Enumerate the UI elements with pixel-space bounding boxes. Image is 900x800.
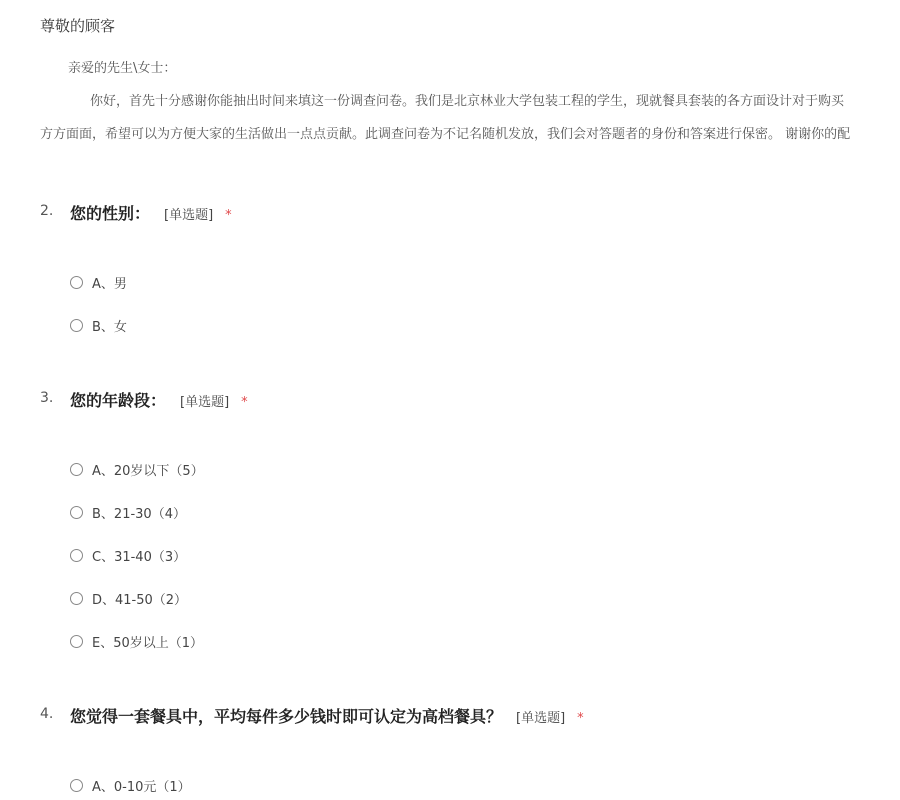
option-price-a[interactable] bbox=[70, 775, 191, 795]
question-type-label: [单选题] bbox=[516, 711, 566, 726]
option-age-b[interactable] bbox=[70, 502, 186, 522]
option-gender-female[interactable] bbox=[70, 315, 127, 335]
question-number: 4. bbox=[40, 706, 54, 722]
question-type-label: [单选题] bbox=[180, 395, 230, 410]
question-title-text: 您的性别： bbox=[70, 204, 151, 223]
option-gender-male[interactable] bbox=[70, 272, 127, 292]
option-label: B、女 bbox=[92, 319, 127, 335]
radio-button[interactable] bbox=[70, 635, 83, 648]
question-title-text: 您的年龄段： bbox=[70, 391, 167, 410]
option-label: C、31-40（3） bbox=[92, 549, 187, 565]
option-age-c[interactable] bbox=[70, 545, 186, 565]
option-label: A、20岁以下（5） bbox=[92, 463, 204, 479]
question-title bbox=[70, 388, 248, 411]
question-number: 2. bbox=[40, 203, 54, 219]
option-label: A、男 bbox=[92, 276, 127, 292]
intro-text-line-1: 你好，首先十分感谢你能抽出时间来填这一份调查问卷。我们是北京林业大学包装工程的学生，现就餐具套装的各方面设计对于购买 bbox=[90, 94, 845, 109]
intro-text-line-2: 方方面面，希望可以为方便大家的生活做出一点点贡献。此调查问卷为不记名随机发放，我们会对答题者的身份和答案进行保密。 谢谢你的配 bbox=[40, 127, 851, 142]
option-label: A、0-10元（1） bbox=[92, 779, 191, 795]
option-age-a[interactable] bbox=[70, 459, 204, 479]
question-type-label: [单选题] bbox=[164, 208, 214, 223]
option-age-d[interactable] bbox=[70, 588, 187, 608]
required-marker: * bbox=[241, 395, 248, 410]
radio-button[interactable] bbox=[70, 549, 83, 562]
radio-button[interactable] bbox=[70, 276, 83, 289]
question-title-text: 您觉得一套餐具中，平均每件多少钱时即可认定为高档餐具？ bbox=[70, 707, 503, 726]
salutation: 亲爱的先生\女士： bbox=[68, 61, 177, 76]
option-label: B、21-30（4） bbox=[92, 506, 186, 522]
option-label: D、41-50（2） bbox=[92, 592, 188, 608]
question-title bbox=[70, 704, 584, 727]
option-age-e[interactable] bbox=[70, 631, 203, 651]
greeting-title: 尊敬的顾客 bbox=[40, 17, 116, 35]
question-title bbox=[70, 201, 232, 224]
radio-button[interactable] bbox=[70, 592, 83, 605]
required-marker: * bbox=[225, 208, 232, 223]
required-marker: * bbox=[577, 711, 584, 726]
question-number: 3. bbox=[40, 390, 54, 406]
radio-button[interactable] bbox=[70, 779, 83, 792]
radio-button[interactable] bbox=[70, 319, 83, 332]
radio-button[interactable] bbox=[70, 463, 83, 476]
option-label: E、50岁以上（1） bbox=[92, 635, 204, 651]
radio-button[interactable] bbox=[70, 506, 83, 519]
